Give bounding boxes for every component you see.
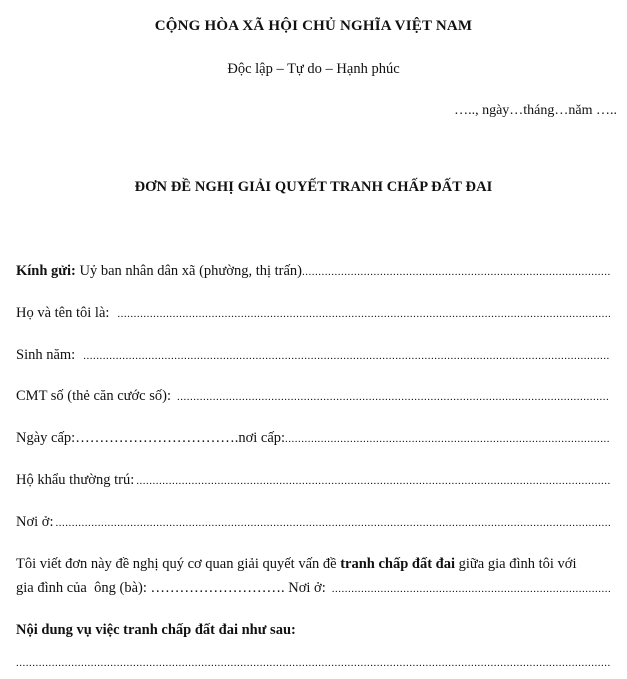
full-name-field[interactable] [16, 305, 610, 322]
other-family-address-blank[interactable] [332, 583, 610, 595]
recipient-blank[interactable] [302, 266, 610, 278]
full-name-blank[interactable] [117, 308, 610, 320]
residence-blank[interactable] [136, 475, 610, 487]
residence-field[interactable] [16, 472, 610, 489]
recipient-field[interactable] [16, 263, 610, 280]
address-blank[interactable] [56, 517, 611, 529]
birth-year-blank[interactable] [83, 350, 610, 362]
full-name-label: Họ và tên tôi là: [16, 305, 110, 321]
address-label: Nơi ở: [16, 514, 54, 530]
issue-place-blank[interactable] [285, 433, 610, 445]
request-line-1-start: Tôi viết đơn này đề nghị quý cơ quan giải quyết vấn đề [16, 556, 341, 572]
date-line: ….., ngày…tháng…năm ….. [454, 103, 617, 118]
request-line-1-end: giữa gia đình tôi với [455, 556, 577, 572]
id-number-blank[interactable] [177, 391, 610, 403]
recipient-prefix: Kính gửi: [16, 263, 76, 279]
recipient-label [16, 263, 302, 280]
issue-date-label: Ngày cấp: [16, 430, 76, 446]
national-title: CỘNG HÒA XÃ HỘI CHỦ NGHĨA VIỆT NAM [154, 18, 473, 34]
document-title: ĐƠN ĐỀ NGHỊ GIẢI QUYẾT TRANH CHẤP ĐẤT ĐAI [134, 179, 493, 195]
residence-label: Hộ khẩu thường trú: [16, 472, 135, 488]
other-family-blank[interactable]: ……………………… [150, 580, 281, 596]
request-line-2[interactable] [16, 580, 610, 597]
other-family-address-label: . Nơi ở: [281, 580, 326, 596]
dispute-content-heading: Nội dung vụ việc tranh chấp đất đai như sau: [16, 622, 296, 638]
address-field[interactable] [16, 514, 610, 531]
issue-field[interactable] [16, 430, 610, 447]
dispute-content-blank[interactable] [16, 657, 610, 669]
birth-year-field[interactable] [16, 347, 610, 364]
issue-place-label: nơi cấp: [238, 430, 286, 446]
other-family-label: gia đình của ông (bà): [16, 580, 151, 596]
issue-date-blank[interactable]: ……………………………. [75, 430, 239, 446]
request-line-1 [16, 556, 614, 573]
id-number-label: CMT số (thẻ căn cước số): [16, 388, 171, 404]
national-motto: Độc lập – Tự do – Hạnh phúc [227, 61, 400, 77]
id-number-field[interactable] [16, 388, 610, 405]
recipient-text: Uỷ ban nhân dân xã (phường, thị trấn) [79, 263, 302, 279]
birth-year-label: Sinh năm: [16, 347, 76, 363]
request-dispute-keyword: tranh chấp đất đai [340, 556, 456, 572]
